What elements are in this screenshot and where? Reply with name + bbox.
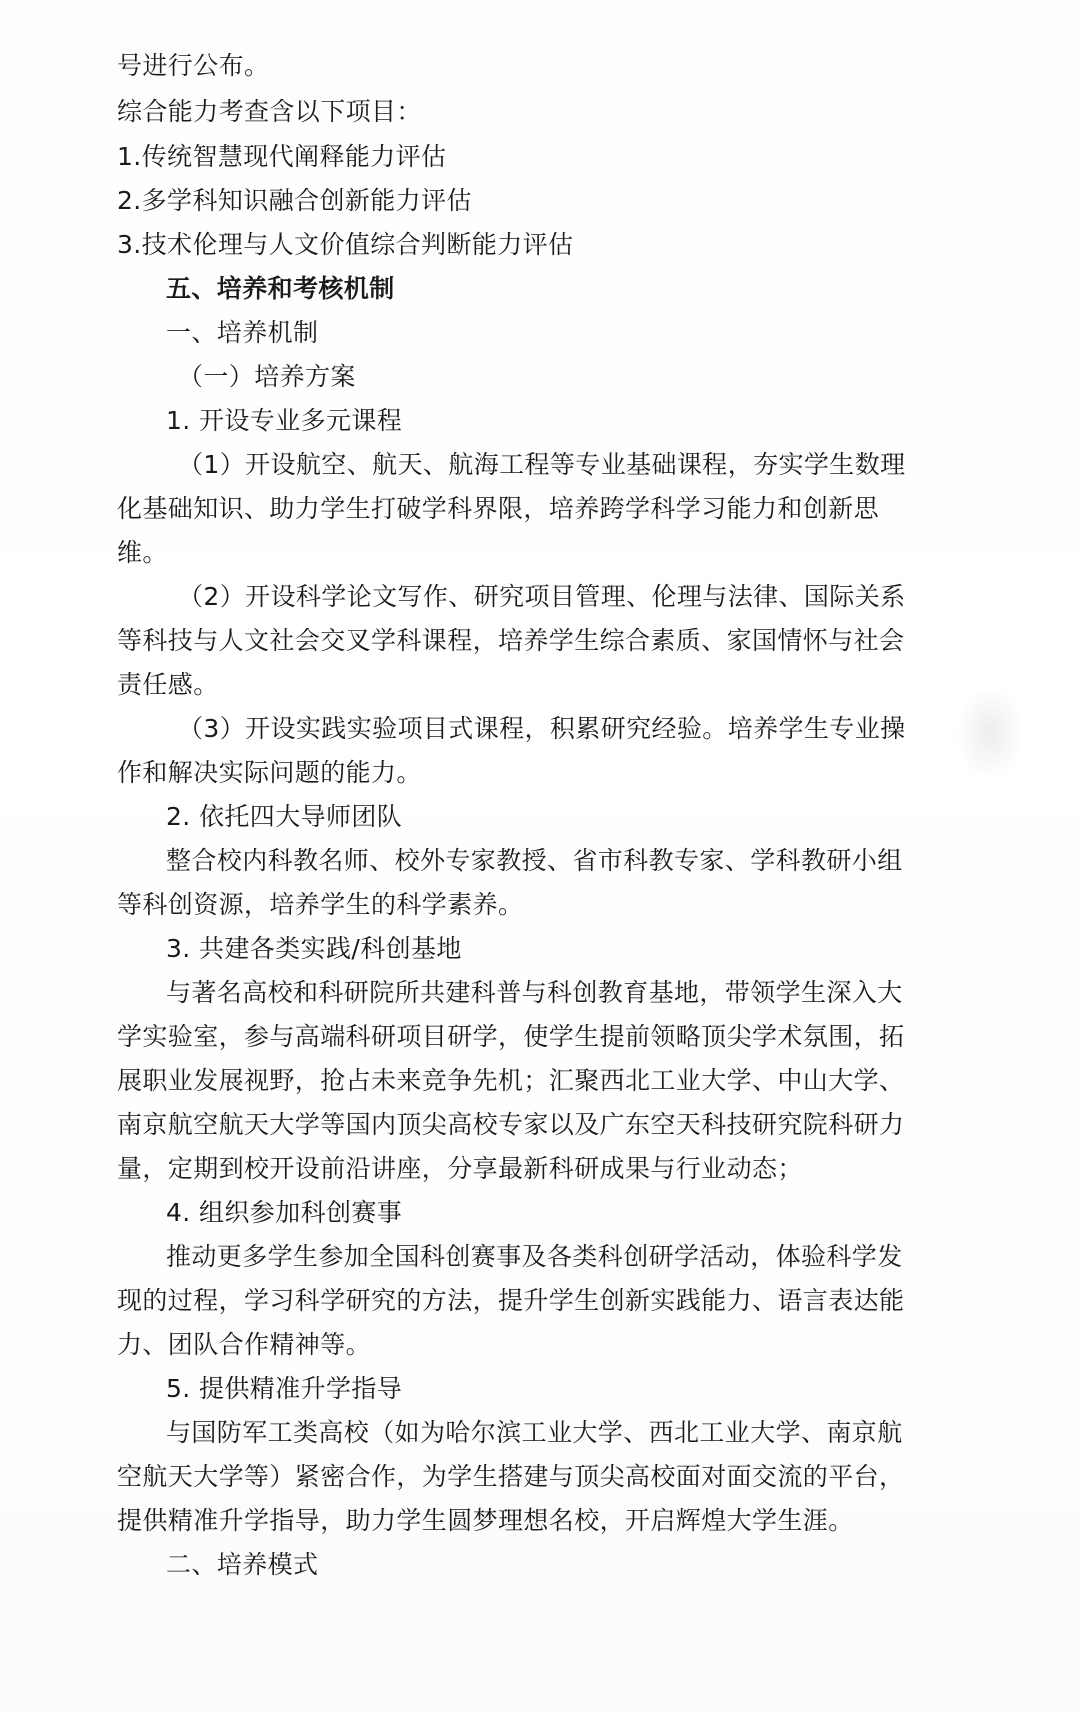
paragraph-line: 空航天大学等）紧密合作，为学生搭建与顶尖高校面对面交流的平台， xyxy=(117,1462,905,1491)
paragraph-line: 量，定期到校开设前沿讲座，分享最新科研成果与行业动态； xyxy=(117,1154,803,1183)
section-heading: 五、培养和考核机制 xyxy=(166,274,395,303)
item-heading: 1. 开设专业多元课程 xyxy=(166,406,403,435)
paragraph-line: 作和解决实际问题的能力。 xyxy=(117,758,422,787)
list-item: 3.技术伦理与人文价值综合判断能力评估 xyxy=(117,230,574,259)
paragraph-line: 与国防军工类高校（如为哈尔滨工业大学、西北工业大学、南京航 xyxy=(166,1418,903,1447)
paragraph-line: 现的过程，学习科学研究的方法，提升学生创新实践能力、语言表达能 xyxy=(117,1286,905,1315)
paragraph-line: 展职业发展视野，抢占未来竞争先机；汇聚西北工业大学、中山大学、 xyxy=(117,1066,905,1095)
paragraph-line: 南京航空航天大学等国内顶尖高校专家以及广东空天科技研究院科研力 xyxy=(117,1110,905,1139)
paragraph-line: 推动更多学生参加全国科创赛事及各类科创研学活动，体验科学发 xyxy=(166,1242,903,1271)
text-line: 号进行公布。 xyxy=(117,51,270,80)
paragraph-line: 力、团队合作精神等。 xyxy=(117,1330,372,1359)
paragraph-line: 等科创资源，培养学生的科学素养。 xyxy=(117,890,524,919)
paragraph-line: （1）开设航空、航天、航海工程等专业基础课程，夯实学生数理 xyxy=(178,450,906,479)
list-item: 2.多学科知识融合创新能力评估 xyxy=(117,186,472,215)
subsection-heading: （一）培养方案 xyxy=(178,362,356,391)
item-heading: 3. 共建各类实践/科创基地 xyxy=(166,934,462,963)
subsection-heading: 一、培养机制 xyxy=(166,318,319,347)
item-heading: 5. 提供精准升学指导 xyxy=(166,1374,403,1403)
paragraph-line: 维。 xyxy=(117,538,168,567)
subsection-heading: 二、培养模式 xyxy=(166,1550,319,1579)
paragraph-line: （2）开设科学论文写作、研究项目管理、伦理与法律、国际关系 xyxy=(178,582,906,611)
item-heading: 4. 组织参加科创赛事 xyxy=(166,1198,403,1227)
paragraph-line: 学实验室，参与高端科研项目研学，使学生提前领略顶尖学术氛围，拓 xyxy=(117,1022,905,1051)
item-heading: 2. 依托四大导师团队 xyxy=(166,802,403,831)
paragraph-line: 责任感。 xyxy=(117,670,219,699)
scan-smudge xyxy=(955,685,1025,780)
list-item: 1.传统智慧现代阐释能力评估 xyxy=(117,142,447,171)
paragraph-line: （3）开设实践实验项目式课程，积累研究经验。培养学生专业操 xyxy=(178,714,906,743)
paragraph-line: 与著名高校和科研院所共建科普与科创教育基地，带领学生深入大 xyxy=(166,978,903,1007)
paragraph-line: 整合校内科教名师、校外专家教授、省市科教专家、学科教研小组 xyxy=(166,846,903,875)
paragraph-line: 提供精准升学指导，助力学生圆梦理想名校，开启辉煌大学生涯。 xyxy=(117,1506,854,1535)
paragraph-line: 等科技与人文社会交叉学科课程，培养学生综合素质、家国情怀与社会 xyxy=(117,626,905,655)
paragraph-line: 化基础知识、助力学生打破学科界限，培养跨学科学习能力和创新思 xyxy=(117,494,880,523)
text-line: 综合能力考查含以下项目： xyxy=(117,97,422,126)
